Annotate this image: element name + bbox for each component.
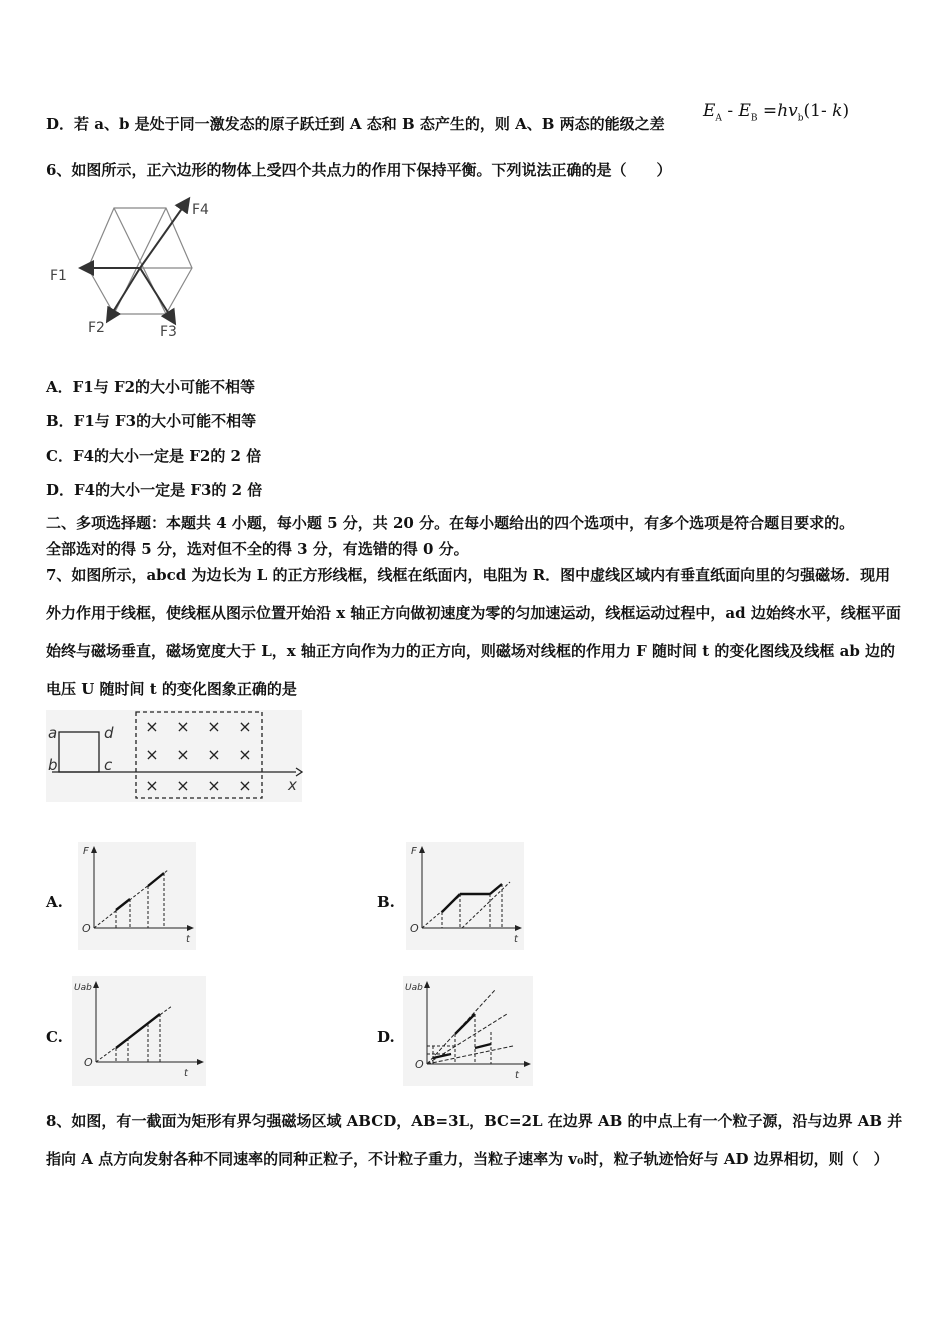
svg-text:t: t xyxy=(186,934,190,945)
graph-a xyxy=(78,842,196,950)
corner-d: d xyxy=(104,724,114,742)
q6-option-b: B．F1与 F3的大小可能不相等 xyxy=(46,412,257,430)
q7-option-a-label: A. xyxy=(46,893,63,911)
svg-text:F: F xyxy=(83,846,89,857)
section2-line1: 二、多项选择题：本题共 4 小题，每小题 5 分，共 20 分。在每小题给出的四个选项中，有多个选项是符合题目要求的。 xyxy=(46,514,855,532)
svg-text:×: × xyxy=(238,717,252,736)
corner-a: a xyxy=(48,724,58,742)
svg-text:O: O xyxy=(82,922,91,935)
q7-stem: 7、如图所示，abcd 为边长为 L 的正方形线框，线框在纸面内，电阻为 R．图中虚线区域内有垂直纸面向里的匀强磁场．现用外力作用于线框，使线框从图示位置开始沿 x 轴正方向做初速度为零的匀加速运动，线框运动过程中，ad 边始终水平，线框平面始终与磁场垂直，磁场宽度大于 L，x 轴正方向作为力的正方向，则磁场对线框的作用力 F 随时间 t 的变化图线及线框 ab 边的电压 U 随时间 t 的变化图象正确的是 xyxy=(46,566,901,698)
hexagon-force-figure xyxy=(44,192,224,342)
q6-option-d: D．F4的大小一定是 F3的 2 倍 xyxy=(46,481,263,499)
q7-option-b-label: B. xyxy=(377,893,395,911)
graph-b xyxy=(406,842,524,950)
svg-text:×: × xyxy=(207,776,221,795)
svg-text:O: O xyxy=(84,1056,93,1069)
q6-option-a: A．F1与 F2的大小可能不相等 xyxy=(46,378,256,396)
svg-text:Uab: Uab xyxy=(74,983,92,993)
svg-text:×: × xyxy=(238,745,252,764)
svg-text:×: × xyxy=(207,717,221,736)
svg-text:×: × xyxy=(207,745,221,764)
label-f1: F1 xyxy=(50,268,67,284)
svg-text:t: t xyxy=(184,1068,188,1079)
q7-option-d-label: D. xyxy=(377,1028,395,1046)
svg-text:×: × xyxy=(176,776,190,795)
label-f4: F4 xyxy=(192,202,209,218)
label-f2: F2 xyxy=(88,320,105,336)
svg-text:F: F xyxy=(411,846,417,857)
label-f3: F3 xyxy=(160,324,177,340)
svg-text:×: × xyxy=(145,717,159,736)
svg-text:Uab: Uab xyxy=(405,983,423,993)
magnetic-field-figure xyxy=(44,708,306,804)
corner-b: b xyxy=(48,756,58,774)
corner-c: c xyxy=(104,756,113,774)
svg-text:×: × xyxy=(176,745,190,764)
svg-text:t: t xyxy=(514,934,518,945)
svg-text:O: O xyxy=(415,1058,424,1071)
graph-c xyxy=(72,976,206,1086)
axis-x: x xyxy=(288,776,297,794)
q8-stem: 8、如图，有一截面为矩形有界匀强磁场区域 ABCD，AB=3L，BC=2L 在边界 AB 的中点上有一个粒子源，沿与边界 AB 并指向 A 点方向发射各种不同速率的同种正粒子，不计粒子重力，当粒子速率为 v₀时，粒子轨迹恰好与 AD 边界相切，则（ ） xyxy=(46,1112,903,1168)
q5-option-d: D．若 a、b 是处于同一激发态的原子跃迁到 A 态和 B 态产生的，则 A、B 两态的能级之差 xyxy=(46,115,665,133)
section2-line2: 全部选对的得 5 分，选对但不全的得 3 分，有选错的得 0 分。 xyxy=(46,540,469,558)
svg-text:t: t xyxy=(515,1070,519,1081)
q7-option-c-label: C. xyxy=(46,1028,63,1046)
force-f2-arrow xyxy=(108,268,140,320)
force-f4-arrow xyxy=(140,200,188,268)
svg-text:×: × xyxy=(176,717,190,736)
svg-text:×: × xyxy=(145,745,159,764)
q6-stem: 6、如图所示，正六边形的物体上受四个共点力的作用下保持平衡。下列说法正确的是（ ） xyxy=(46,161,672,179)
svg-text:O: O xyxy=(410,922,419,935)
svg-text:×: × xyxy=(145,776,159,795)
q5-formula: $E_A - E_B =hv_b(1-$ k) xyxy=(703,101,850,124)
q6-option-c: C．F4的大小一定是 F2的 2 倍 xyxy=(46,447,262,465)
graph-d xyxy=(403,976,533,1086)
svg-text:×: × xyxy=(238,776,252,795)
